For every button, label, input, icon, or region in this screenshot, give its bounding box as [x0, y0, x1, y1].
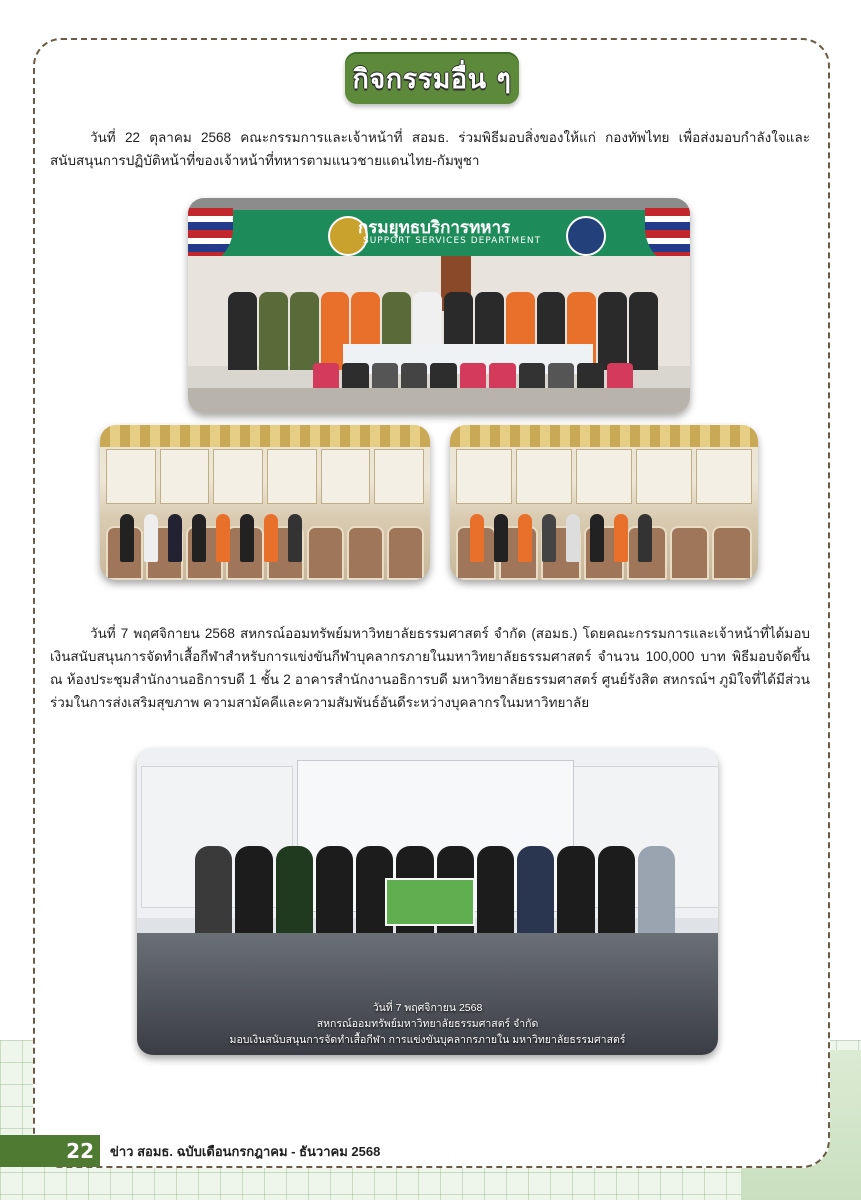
curtain-valance: [450, 425, 758, 447]
section-title: กิจกรรมอื่น ๆ: [352, 63, 512, 95]
photo-meeting-room-left: [100, 425, 430, 580]
photo-conference-room-group: [137, 748, 718, 1055]
paragraph-sports-shirt-donation: วันที่ 7 พฤศจิกายน 2568 สหกรณ์ออมทรัพย์มหาวิทยาลัยธรรมศาสตร์ จำกัด (สอมธ.) โดยคณะกรรมการและเจ้าหน้าที่ได้มอบเงินสนับสนุนการจัดทำเสื้อกีฬาสำหรับการแข่งขันกีฬาบุคลากรภายในมหาวิทยาลัยธรรมศาสตร์ จำนวน 100,000 บาท พิธีมอบจัดขึ้น ณ ห้องประชุมสำนักงานอธิการบดี 1 ชั้น 2 อาคารสำนักงานอธิการบดี มหาวิทยาลัยธรรมศาสตร์ ศูนย์รังสิต สหกรณ์ฯ ภูมิใจที่ได้มีส่วนร่วมในการส่งเสริมสุขภาพ ความสามัคคีและความสัมพันธ์อันดีระหว่างบุคลากรในมหาวิทยาลัย: [50, 626, 810, 710]
page-number: 22: [0, 1135, 100, 1167]
caption-organization: สหกรณ์ออมทรัพย์มหาวิทยาลัยธรรมศาสตร์ จำกัด: [316, 1018, 539, 1030]
sign-english-text: SUPPORT SERVICES DEPARTMENT: [363, 236, 542, 246]
photo-floor: [188, 388, 690, 413]
photo-meeting-room-right: [450, 425, 758, 580]
seated-people: [100, 492, 430, 562]
page-footer: [0, 1135, 386, 1167]
department-emblem-icon: [566, 216, 606, 256]
seated-people: [450, 492, 758, 562]
photo-caption: [137, 1000, 718, 1048]
photo-army-donation-ceremony: [188, 198, 690, 413]
caption-description: มอบเงินสนับสนุนการจัดทำเสื้อกีฬา การแข่งขันบุคลากรภายใน มหาวิทยาลัยธรรมศาสตร์: [229, 1034, 626, 1046]
section-title-badge: [345, 52, 519, 104]
publication-title: ข่าว สอมธ. ฉบับเดือนกรกฎาคม - ธันวาคม 2568: [104, 1137, 386, 1166]
caption-date: วันที่ 7 พฤศจิกายน 2568: [372, 1002, 483, 1014]
donation-check-board: [385, 878, 475, 926]
paragraph-donation-army: วันที่ 22 ตุลาคม 2568 คณะกรรมการและเจ้าหน้าที่ สอมธ. ร่วมพิธีมอบสิ่งของให้แก่ กองทัพไทย เพื่อส่งมอบกำลังใจและสนับสนุนการปฏิบัติหน้าที่ของเจ้าหน้าที่ทหารตามแนวชายแดนไทย-กัมพูชา: [50, 130, 810, 168]
sign-thai-text: กรมยุทธบริการทหาร: [358, 218, 511, 238]
curtain-valance: [100, 425, 430, 447]
